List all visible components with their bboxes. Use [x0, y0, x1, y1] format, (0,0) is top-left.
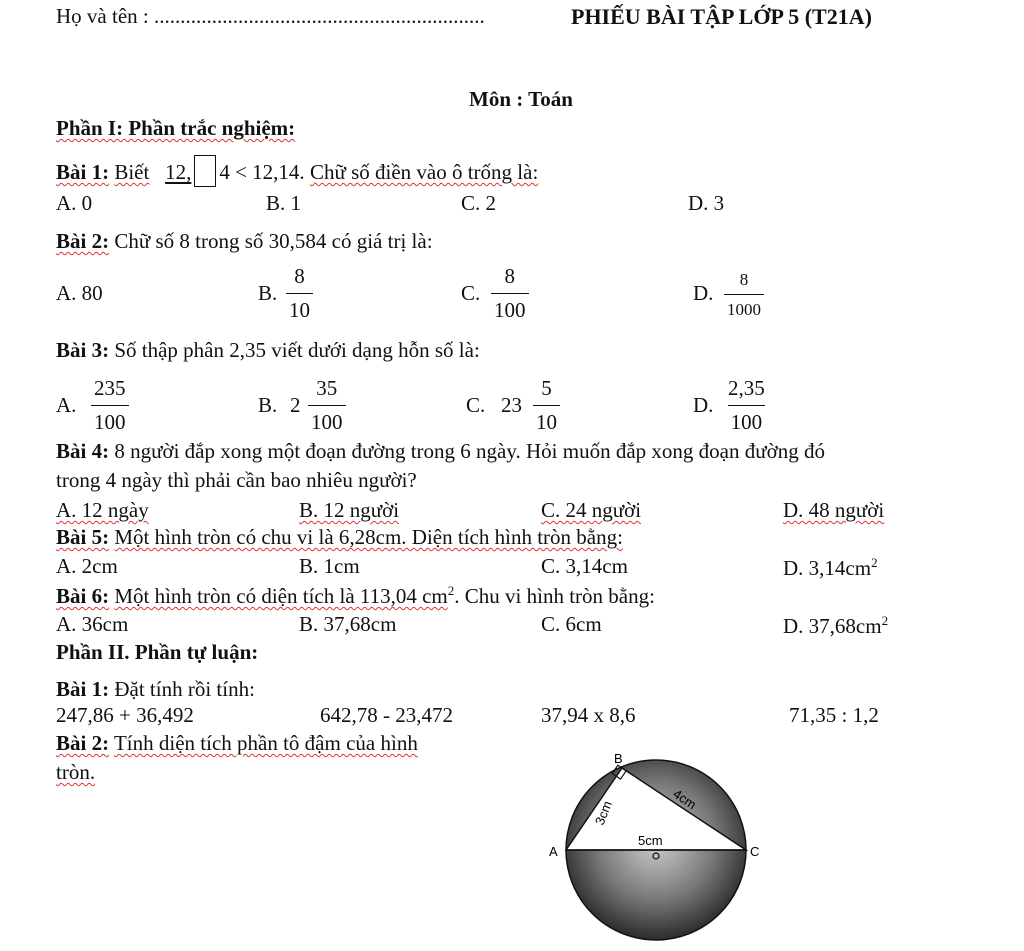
q3-option-c-whole: 23 [501, 393, 522, 417]
q4-option-d: D. 48 người [783, 498, 885, 522]
q3-option-b-letter: B. [258, 393, 278, 417]
q6-line: Bài 6: Một hình tròn có diện tích là 113,04 $cm^2$. Chu vi hình tròn bằng: [56, 583, 655, 608]
q3-option-b-fraction: $\frac{35}{100}$ [308, 378, 346, 433]
subject-label: Môn : Toán [469, 87, 573, 111]
label-bc: 4cm [670, 786, 700, 813]
q3-option-a-fraction: $\frac{235}{100}$ [91, 378, 129, 433]
q4-option-a: A. 12 ngày [56, 498, 149, 522]
name-label: Họ và tên : ............................................................... [56, 4, 485, 28]
q3-option-c-fraction: $\frac{5}{10}$ [533, 378, 560, 433]
q1-line: Bài 1: Biết 12, 4 < 12,14. Chữ số điền vào ô trống là: [56, 155, 538, 187]
q5-option-d: D. $3,14cm^2$ [783, 555, 878, 580]
q2-option-a: A. 80 [56, 281, 103, 305]
part2-heading: Phần II. Phần tự luận: [56, 640, 259, 664]
q4-option-c: C. 24 người [541, 498, 642, 522]
p2-q2-line1: Bài 2: Tính diện tích phần tô đậm của hình [56, 731, 418, 755]
name-dots: ............................................................... [153, 4, 485, 28]
q5-option-c: C. 3,14cm [541, 554, 628, 578]
q2-option-c-fraction: $\frac{8}{100}$ [491, 266, 529, 321]
p2-q1-line: Bài 1: Đặt tính rồi tính: [56, 677, 255, 701]
label-ac: 5cm [638, 833, 663, 848]
label-a: A [549, 844, 558, 859]
q1-option-b: B. 1 [266, 191, 302, 215]
q1-option-a: A. 0 [56, 191, 93, 215]
q6-option-a: A. 36cm [56, 612, 129, 636]
q3-option-c-letter: C. [466, 393, 486, 417]
q2-option-b-letter: B. [258, 281, 278, 305]
q2-option-c-letter: C. [461, 281, 481, 305]
label-b: B [614, 751, 623, 766]
q2-line: Bài 2: Chữ số 8 trong số 30,584 có giá trị là: [56, 229, 433, 253]
worksheet-title: PHIẾU BÀI TẬP LỚP 5 (T21A) [571, 4, 872, 29]
p2-q2-line2: tròn. [56, 760, 96, 784]
q3-option-b-whole: 2 [290, 393, 301, 417]
circle-triangle-figure [540, 748, 770, 948]
q2-option-d-fraction: $\frac{8}{1000}$ [724, 271, 764, 318]
q2-option-b-fraction: $\frac{8}{10}$ [286, 266, 313, 321]
p2-q1-expr-1: 247,86 + 36,492 [56, 703, 194, 727]
p2-q1-expr-3: 37,94 x 8,6 [541, 703, 636, 727]
q4-line1: Bài 4: 8 người đắp xong một đoạn đường trong 6 ngày. Hỏi muốn đắp xong đoạn đường đó [56, 439, 825, 463]
q5-option-a: A. 2cm [56, 554, 118, 578]
q3-line: Bài 3: Số thập phân 2,35 viết dưới dạng hỗn số là: [56, 338, 480, 362]
q2-option-d-letter: D. [693, 281, 714, 305]
label-c: C [750, 844, 760, 859]
q6-option-c: C. 6cm [541, 612, 602, 636]
q5-option-b: B. 1cm [299, 554, 360, 578]
q4-line2: trong 4 ngày thì phải cần bao nhiêu người? [56, 468, 417, 492]
p2-q1-expr-4: 71,35 : 1,2 [789, 703, 879, 727]
p2-q1-expr-2: 642,78 - 23,472 [320, 703, 453, 727]
label-ab: 3cm [591, 798, 615, 828]
q6-option-d: D. $37,68cm^2$ [783, 613, 889, 638]
q3-option-a-letter: A. [56, 393, 77, 417]
q5-line: Bài 5: Một hình tròn có chu vi là 6,28cm. Diện tích hình tròn bằng: [56, 525, 623, 549]
q3-option-d-fraction: $\frac{2,35}{100}$ [728, 376, 765, 434]
q1-option-d: D. 3 [688, 191, 725, 215]
q6-option-b: B. 37,68cm [299, 612, 397, 636]
blank-box [194, 155, 216, 187]
q1-option-c: C. 2 [461, 191, 497, 215]
q3-option-d-letter: D. [693, 393, 714, 417]
part1-heading: Phần I: Phần trắc nghiệm: [56, 116, 296, 140]
q4-option-b: B. 12 người [299, 498, 400, 522]
